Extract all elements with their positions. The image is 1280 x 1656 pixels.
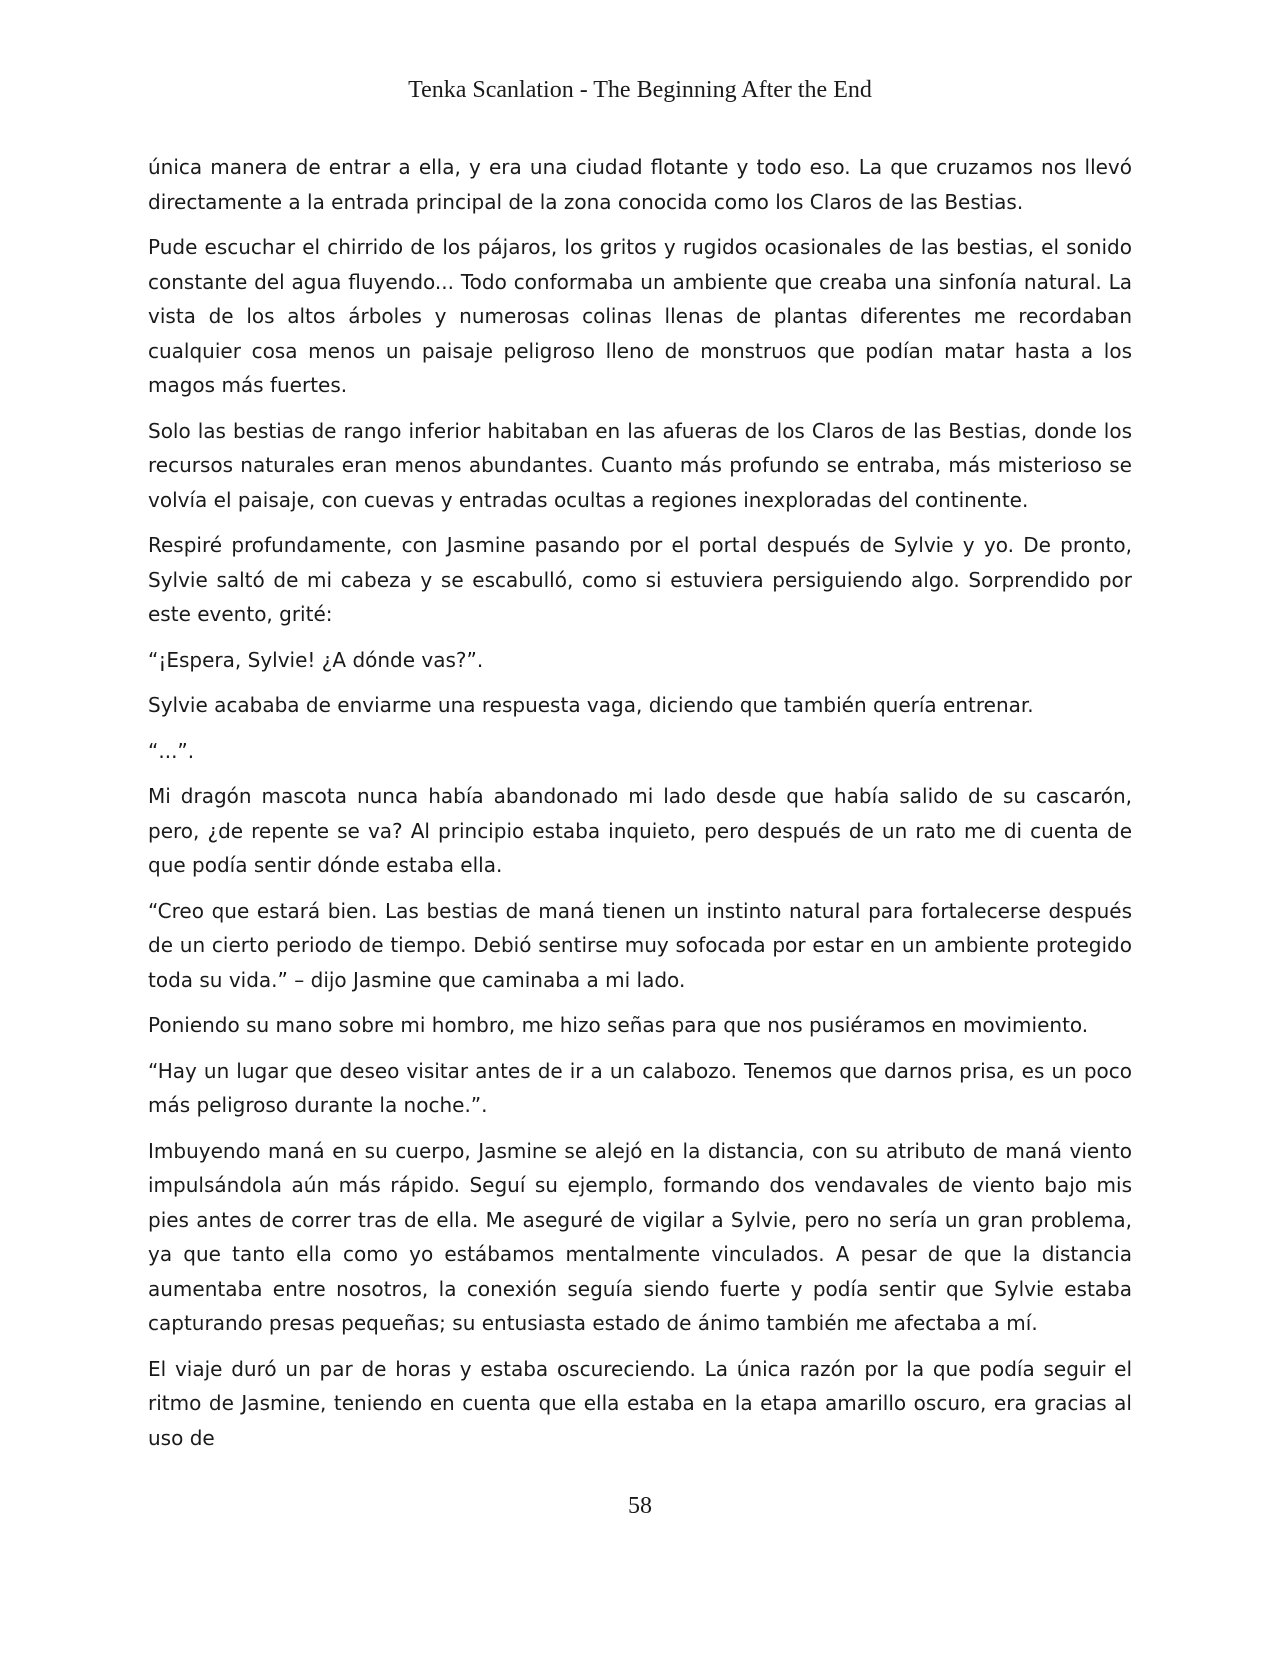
paragraph: “...”. [148,738,195,763]
running-header: Tenka Scanlation - The Beginning After the End [408,77,872,103]
paragraph: “Creo que estará bien. Las bestias de maná tienen un instinto natural para fortalecerse después de un cierto periodo de tiempo. Debió sentirse muy sofocada por estar en un ambiente protegido toda su vida.” – dijo Jasmine que caminaba a mi lado. [148,898,1132,992]
paragraph: Sylvie acababa de enviarme una respuesta vaga, diciendo que también quería entrenar. [148,693,1034,717]
paragraph: Pude escuchar el chirrido de los pájaros, los gritos y rugidos ocasionales de las bestias, el sonido constante del agua fluyendo... Todo conformaba un ambiente que creaba una sinfonía natural. La vista de los altos árboles y numerosas colinas llenas de plantas diferentes me recordaban cualquier cosa menos un paisaje peligroso lleno de monstruos que podían matar hasta a los magos más fuertes. [148,235,1132,397]
paragraph: Respiré profundamente, con Jasmine pasando por el portal después de Sylvie y yo. De pronto, Sylvie saltó de mi cabeza y se escabulló, como si estuviera persiguiendo algo. Sorprendido por este evento, grité: [148,533,1132,626]
page-number: 58 [628,1493,652,1519]
paragraph: “Hay un lugar que deseo visitar antes de ir a un calabozo. Tenemos que darnos prisa, es un poco más peligroso durante la noche.”. [148,1058,1132,1117]
paragraph: Mi dragón mascota nunca había abandonado mi lado desde que había salido de su cascarón, pero, ¿de repente se va? Al principio estaba inquieto, pero después de un rato me di cuenta de que podía sentir dónde estaba ella. [148,784,1132,877]
paragraph: Poniendo su mano sobre mi hombro, me hizo señas para que nos pusiéramos en movimiento. [148,1013,1089,1037]
page-body [148,150,1132,1466]
paragraph: Solo las bestias de rango inferior habitaban en las afueras de los Claros de las Bestias, donde los recursos naturales eran menos abundantes. Cuanto más profundo se entraba, más misterioso se volvía el paisaje, con cuevas y entradas ocultas a regiones inexploradas del continente. [148,418,1132,512]
paragraph: única manera de entrar a ella, y era una ciudad flotante y todo eso. La que cruzamos nos llevó directamente a la entrada principal de la zona conocida como los Claros de las Bestias. [148,155,1132,214]
paragraph: Imbuyendo maná en su cuerpo, Jasmine se alejó en la distancia, con su atributo de maná viento impulsándola aún más rápido. Seguí su ejemplo, formando dos vendavales de viento bajo mis pies antes de correr tras de ella. Me aseguré de vigilar a Sylvie, pero no sería un gran problema, ya que tanto ella como yo estábamos mentalmente vinculados. A pesar de que la distancia aumentaba entre nosotros, la conexión seguía siendo fuerte y podía sentir que Sylvie estaba capturando presas pequeñas; su entusiasta estado de ánimo también me afectaba a mí. [148,1138,1132,1335]
paragraph: El viaje duró un par de horas y estaba oscureciendo. La única razón por la que podía seguir el ritmo de Jasmine, teniendo en cuenta que ella estaba en la etapa amarillo oscuro, era gracias al uso de [148,1356,1132,1450]
paragraph: “¡Espera, Sylvie! ¿A dónde vas?”. [148,647,484,672]
